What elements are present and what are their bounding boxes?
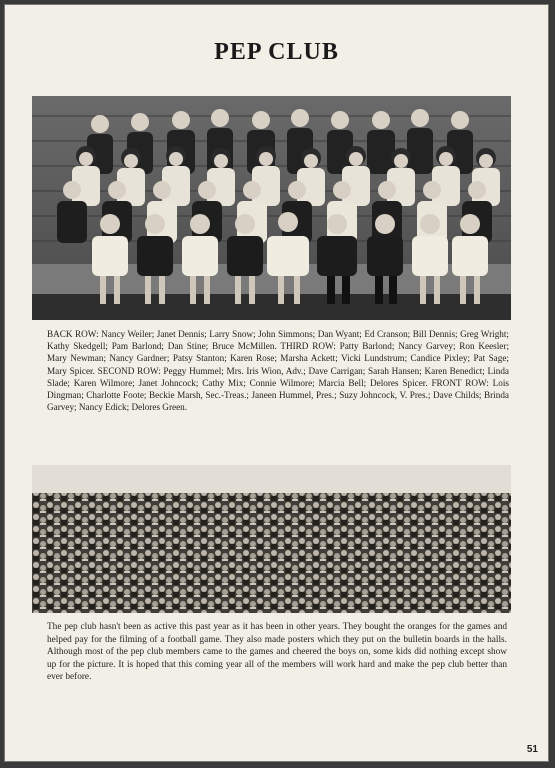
yearbook-page (4, 4, 549, 762)
crowd-photo (32, 465, 511, 613)
page-number: 51 (526, 744, 538, 755)
article-text: The pep club hasn't been as active this past year as it has been in other years. They bought the oranges for the games and helped pay for the filming of a football game. They also made posters which they put on the bulletin boards in the halls. Although most of the pep club members came to the games and cheered the boys on, some kids did nothing except show up for the picture. It is hoped that this coming year all of the members will work hard and make the pep club better than ever before. (47, 622, 507, 683)
page-title: PEP CLUB (214, 39, 339, 65)
group-photo-caption: BACK ROW: Nancy Weiler; Janet Dennis; Larry Snow; John Simmons; Dan Wyant; Ed Cranson; Bill Dennis; Greg Wright; Kathy Skedgell; Pam Barlond; Dan Stine; Bruce McMillen. THIRD ROW: Patty Barlond; Nancy Garvey; Ron Keesler; Mary Newman; Nancy Gardner; Patsy Stanton; Karen Rose; Marsha Ackett; Vicki Lundstrum; Candice Pixley; Pat Sage; Mary Spicer. SECOND ROW: Peggy Hummel; Mrs. Iris Wion, Adv.; Dave Carrigan; Sarah Hansen; Karen Benedict; Linda Slade; Karen Wilmore; Janet Johncock; Cathy Mix; Connie Wilmore; Marcia Bell; Delores Spicer. FRONT ROW: Lois Dingman; Charlotte Foote; Beckie Marsh, Sec.-Treas.; Janeen Hummel, Pres.; Suzy Johncock, V. Pres.; Dave Childs; Brinda Garvey; Nancy Edick; Delores Green. (47, 329, 509, 413)
group-photo (32, 96, 511, 320)
